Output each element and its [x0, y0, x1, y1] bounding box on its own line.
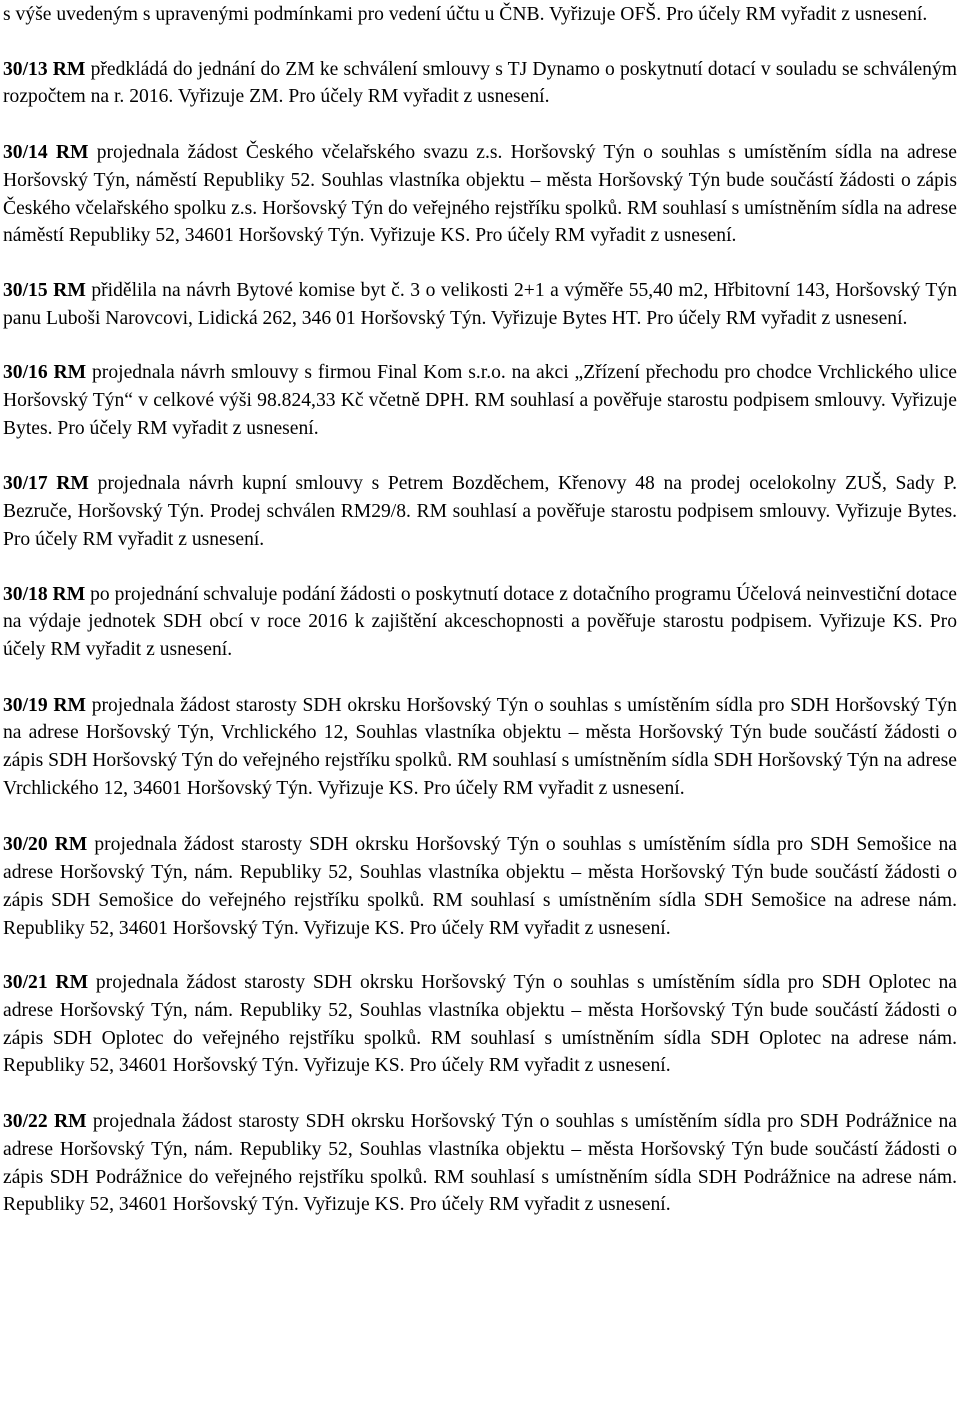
- resolution-text: projednala žádost starosty SDH okrsku Horšovský Týn o souhlas s umístěním sídla pro SDH Semošice na adrese Horšovský Týn, nám. Republiky 52, Souhlas vlastníka objektu – města Horšovský Týn bude součástí žádosti o zápis SDH Semošice do veřejného rejstříku spolků. RM souhlasí s umístněním sídla SDH Semošice na adrese nám. Republiky 52, 34601 Horšovský Týn. Vyřizuje KS. Pro účely RM vyřadit z usnesení.: [3, 834, 957, 939]
- resolution-text: projednala žádost Českého včelařského svazu z.s. Horšovský Týn o souhlas s umístěním sídla na adrese Horšovský Týn, náměstí Republiky 52. Souhlas vlastníka objektu – města Horšovský Týn bude součástí žádosti o zápis Českého včelařského spolku z.s. Horšovský Týn do veřejného rejstříku spolků. RM souhlasí s umístněním sídla na adrese náměstí Republiky 52, 34601 Horšovský Týn. Vyřizuje KS. Pro účely RM vyřadit z usnesení.: [3, 142, 957, 247]
- resolution-30-21: [3, 969, 957, 1080]
- resolution-text: projednala žádost starosty SDH okrsku Horšovský Týn o souhlas s umístěním sídla pro SDH Oplotec na adrese Horšovský Týn, nám. Republiky 52, Souhlas vlastníka objektu – města Horšovský Týn bude součástí žádosti o zápis SDH Oplotec do veřejného rejstříku spolků. RM souhlasí s umístněním sídla SDH Oplotec na adrese nám. Republiky 52, 34601 Horšovský Týn. Vyřizuje KS. Pro účely RM vyřadit z usnesení.: [3, 972, 957, 1077]
- resolution-text: přidělila na návrh Bytové komise byt č. 3 o velikosti 2+1 a výměře 55,40 m2, Hřbitovní 143, Horšovský Týn panu Luboši Narovcovi, Lidická 262, 346 01 Horšovský Týn. Vyřizuje Bytes HT. Pro účely RM vyřadit z usnesení.: [3, 279, 957, 329]
- resolution-30-20: [3, 831, 957, 942]
- resolution-30-16: [3, 359, 957, 442]
- resolution-text: projednala žádost starosty SDH okrsku Horšovský Týn o souhlas s umístěním sídla pro SDH Podrážnice na adrese Horšovský Týn, nám. Republiky 52, Souhlas vlastníka objektu – města Horšovský Týn bude součástí žádosti o zápis SDH Podrážnice do veřejného rejstříku spolků. RM souhlasí s umístněním sídla SDH Podrážnice na adrese nám. Republiky 52, 34601 Horšovský Týn. Vyřizuje KS. Pro účely RM vyřadit z usnesení.: [3, 1111, 957, 1216]
- resolution-30-18: [3, 581, 957, 664]
- resolution-number: 30/17 RM: [3, 473, 89, 495]
- resolution-30-17: [3, 470, 957, 553]
- resolution-number: 30/16 RM: [3, 362, 87, 384]
- resolution-text: projednala návrh smlouvy s firmou Final Kom s.r.o. na akci „Zřízení přechodu pro chodce Vrchlického ulice Horšovský Týn“ v celkové výši 98.824,33 Kč včetně DPH. RM souhlasí a pověřuje starostu podpisem smlouvy. Vyřizuje Bytes. Pro účely RM vyřadit z usnesení.: [3, 362, 957, 439]
- resolution-text: předkládá do jednání do ZM ke schválení smlouvy s TJ Dynamo o poskytnutí dotací v souladu se schváleným rozpočtem na r. 2016. Vyřizuje ZM. Pro účely RM vyřadit z usnesení.: [3, 58, 957, 108]
- resolution-30-15: [3, 277, 957, 332]
- resolution-number: 30/21 RM: [3, 972, 89, 994]
- resolution-number: 30/22 RM: [3, 1111, 87, 1133]
- resolution-number: 30/18 RM: [3, 583, 86, 605]
- resolution-number: 30/19 RM: [3, 694, 86, 716]
- resolution-text: projednala žádost starosty SDH okrsku Horšovský Týn o souhlas s umístěním sídla pro SDH Horšovský Týn na adrese Horšovský Týn, Vrchlického 12, Souhlas vlastníka objektu – města Horšovský Týn bude součástí žádosti o zápis SDH Horšovský Týn do veřejného rejstříku spolků. RM souhlasí s umístněním sídla SDH Horšovský Týn na adrese Vrchlického 12, 34601 Horšovský Týn. Vyřizuje KS. Pro účely RM vyřadit z usnesení.: [3, 694, 957, 799]
- resolution-30-19: [3, 692, 957, 803]
- resolution-number: 30/15 RM: [3, 279, 86, 301]
- resolution-text: projednala návrh kupní smlouvy s Petrem Bozděchem, Křenovy 48 na prodej ocelokolny ZUŠ, Sady P. Bezruče, Horšovský Týn. Prodej schválen RM29/8. RM souhlasí a pověřuje starostu podpisem smlouvy. Vyřizuje Bytes. Pro účely RM vyřadit z usnesení.: [3, 473, 957, 550]
- resolution-30-22: [3, 1108, 957, 1219]
- resolution-text: po projednání schvaluje podání žádosti o poskytnutí dotace z dotačního programu Účelová neinvestiční dotace na výdaje jednotek SDH obcí v roce 2016 k zajištění akceschopnosti a pověřuje starostu podpisem. Vyřizuje KS. Pro účely RM vyřadit z usnesení.: [3, 583, 957, 660]
- resolution-30-14: [3, 139, 957, 250]
- resolution-number: 30/14 RM: [3, 142, 89, 164]
- resolution-30-13: [3, 56, 957, 111]
- resolution-number: 30/20 RM: [3, 834, 88, 856]
- intro-paragraph: s výše uvedeným s upravenými podmínkami pro vedení účtu u ČNB. Vyřizuje OFŠ. Pro účely RM vyřadit z usnesení.: [3, 4, 928, 25]
- resolution-number: 30/13 RM: [3, 58, 86, 80]
